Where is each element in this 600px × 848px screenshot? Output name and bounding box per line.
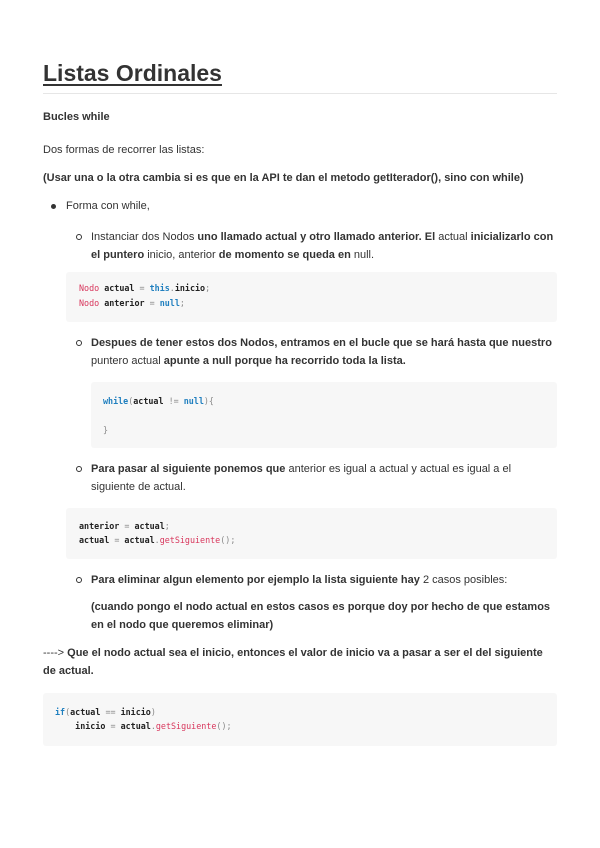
code-block-advance: [66, 508, 557, 559]
code-token: ;: [164, 520, 170, 531]
code-token: ;: [179, 297, 185, 308]
section-heading: Bucles while: [43, 111, 110, 123]
text-run: 2 casos posibles:: [419, 573, 508, 586]
text-run-bold: Que el nodo actual sea el inicio, entonces el valor de inicio va a pasar a ser el del siguiente de actual.: [43, 646, 543, 677]
sub-item-text: [91, 228, 557, 264]
code-token: !=: [168, 396, 179, 406]
arrow-paragraph: [43, 644, 557, 680]
note-paragraph: (Usar una o la otra cambia si es que en la API te dan el metodo getIterador(), sino con while): [43, 172, 524, 184]
main-list: [43, 197, 557, 264]
code-token: ();: [220, 535, 236, 545]
code-token: actual: [124, 535, 155, 545]
sub-item-text: [91, 460, 557, 496]
text-run-bold: apunte a null porque ha recorrido toda la lista.: [163, 355, 406, 367]
sub-list: [66, 460, 557, 496]
text-run: puntero actual: [91, 355, 164, 367]
code-token: getSiguiente: [155, 721, 217, 731]
code-token: while: [103, 396, 129, 406]
circle-bullet-icon: [76, 466, 82, 472]
text-run: inicio, anterior: [144, 249, 219, 261]
code-token: ;: [205, 283, 211, 293]
text-run-bold: Para pasar al siguiente ponemos que: [91, 462, 286, 475]
code-token: actual: [104, 283, 135, 293]
sub-item-text: [91, 334, 557, 370]
code-token: =: [139, 283, 145, 293]
text-run-bold: inicializarlo con el puntero: [91, 231, 554, 261]
code-token: if: [55, 706, 66, 717]
sub-item-pasar: [43, 460, 557, 496]
sub-list: [66, 228, 557, 264]
text-run: Instanciar dos Nodos: [91, 231, 198, 243]
code-token: actual: [133, 396, 164, 406]
sub-list: [66, 334, 557, 370]
text-run-bold: Despues de tener estos dos Nodos, entramos en el bucle que se hará hasta que nuestro: [91, 337, 552, 349]
list-item-forma-while: [43, 197, 557, 264]
code-block-if-inicio: [43, 693, 557, 746]
page-title: Listas Ordinales: [43, 58, 557, 94]
code-token: (: [128, 396, 134, 406]
code-token: .: [154, 535, 160, 545]
code-token: null: [159, 297, 180, 308]
code-token: .: [150, 721, 156, 731]
code-token: =: [124, 520, 130, 531]
code-token: ==: [105, 706, 116, 717]
code-token: anterior: [79, 520, 120, 531]
code-token: this: [149, 283, 170, 293]
code-token: inicio: [174, 283, 206, 293]
circle-bullet-icon: [76, 577, 82, 583]
code-token: Nodo: [79, 297, 100, 308]
code-token: null: [183, 396, 204, 406]
code-token: ){: [203, 396, 214, 406]
code-token: actual: [79, 535, 110, 545]
code-token: ): [150, 706, 156, 717]
code-token: (: [65, 706, 71, 717]
code-token: actual: [134, 520, 165, 531]
sub-item-despues: [43, 334, 557, 370]
sub-item-note: (cuando pongo el nodo actual en estos casos es porque doy por hecho de que estamos en el nodo que queremos eliminar): [91, 600, 551, 631]
intro-paragraph: Dos formas de recorrer las listas:: [43, 144, 205, 156]
code-token: }: [103, 425, 109, 435]
code-token: .: [169, 283, 175, 293]
code-token: =: [114, 535, 120, 545]
sub-item-instanciar: [43, 228, 557, 264]
code-block-declarations: [66, 272, 557, 322]
circle-bullet-icon: [76, 234, 82, 240]
text-run-bold: uno llamado actual y otro llamado anterior. El: [197, 231, 436, 243]
code-token: Nodo: [79, 283, 100, 293]
document-page: [43, 58, 557, 746]
circle-bullet-icon: [76, 340, 82, 346]
code-token: actual: [70, 706, 101, 717]
text-run-bold: de momento se queda en: [218, 249, 351, 261]
text-run-bold: Para eliminar algun elemento por ejemplo la lista siguiente hay: [91, 573, 420, 586]
text-run: actual: [435, 231, 471, 243]
code-token: =: [110, 721, 116, 731]
code-token: anterior: [104, 297, 145, 308]
code-token: actual: [120, 721, 151, 731]
code-token: getSiguiente: [159, 535, 221, 545]
text-run: null.: [350, 249, 375, 261]
code-block-while: [91, 382, 557, 448]
sub-item-eliminar: [43, 571, 557, 634]
bullet-text: Forma con while,: [66, 200, 150, 212]
code-token: =: [149, 297, 155, 308]
sub-item-text: [91, 571, 557, 589]
disc-bullet-icon: [51, 204, 56, 209]
text-run: anterior es igual a actual y actual es igual a el siguiente de actual.: [91, 462, 512, 493]
code-token: ();: [216, 721, 232, 731]
code-token: inicio: [75, 721, 106, 731]
code-token: inicio: [120, 706, 151, 717]
sub-list: [66, 571, 557, 634]
text-run: ---->: [43, 646, 65, 659]
